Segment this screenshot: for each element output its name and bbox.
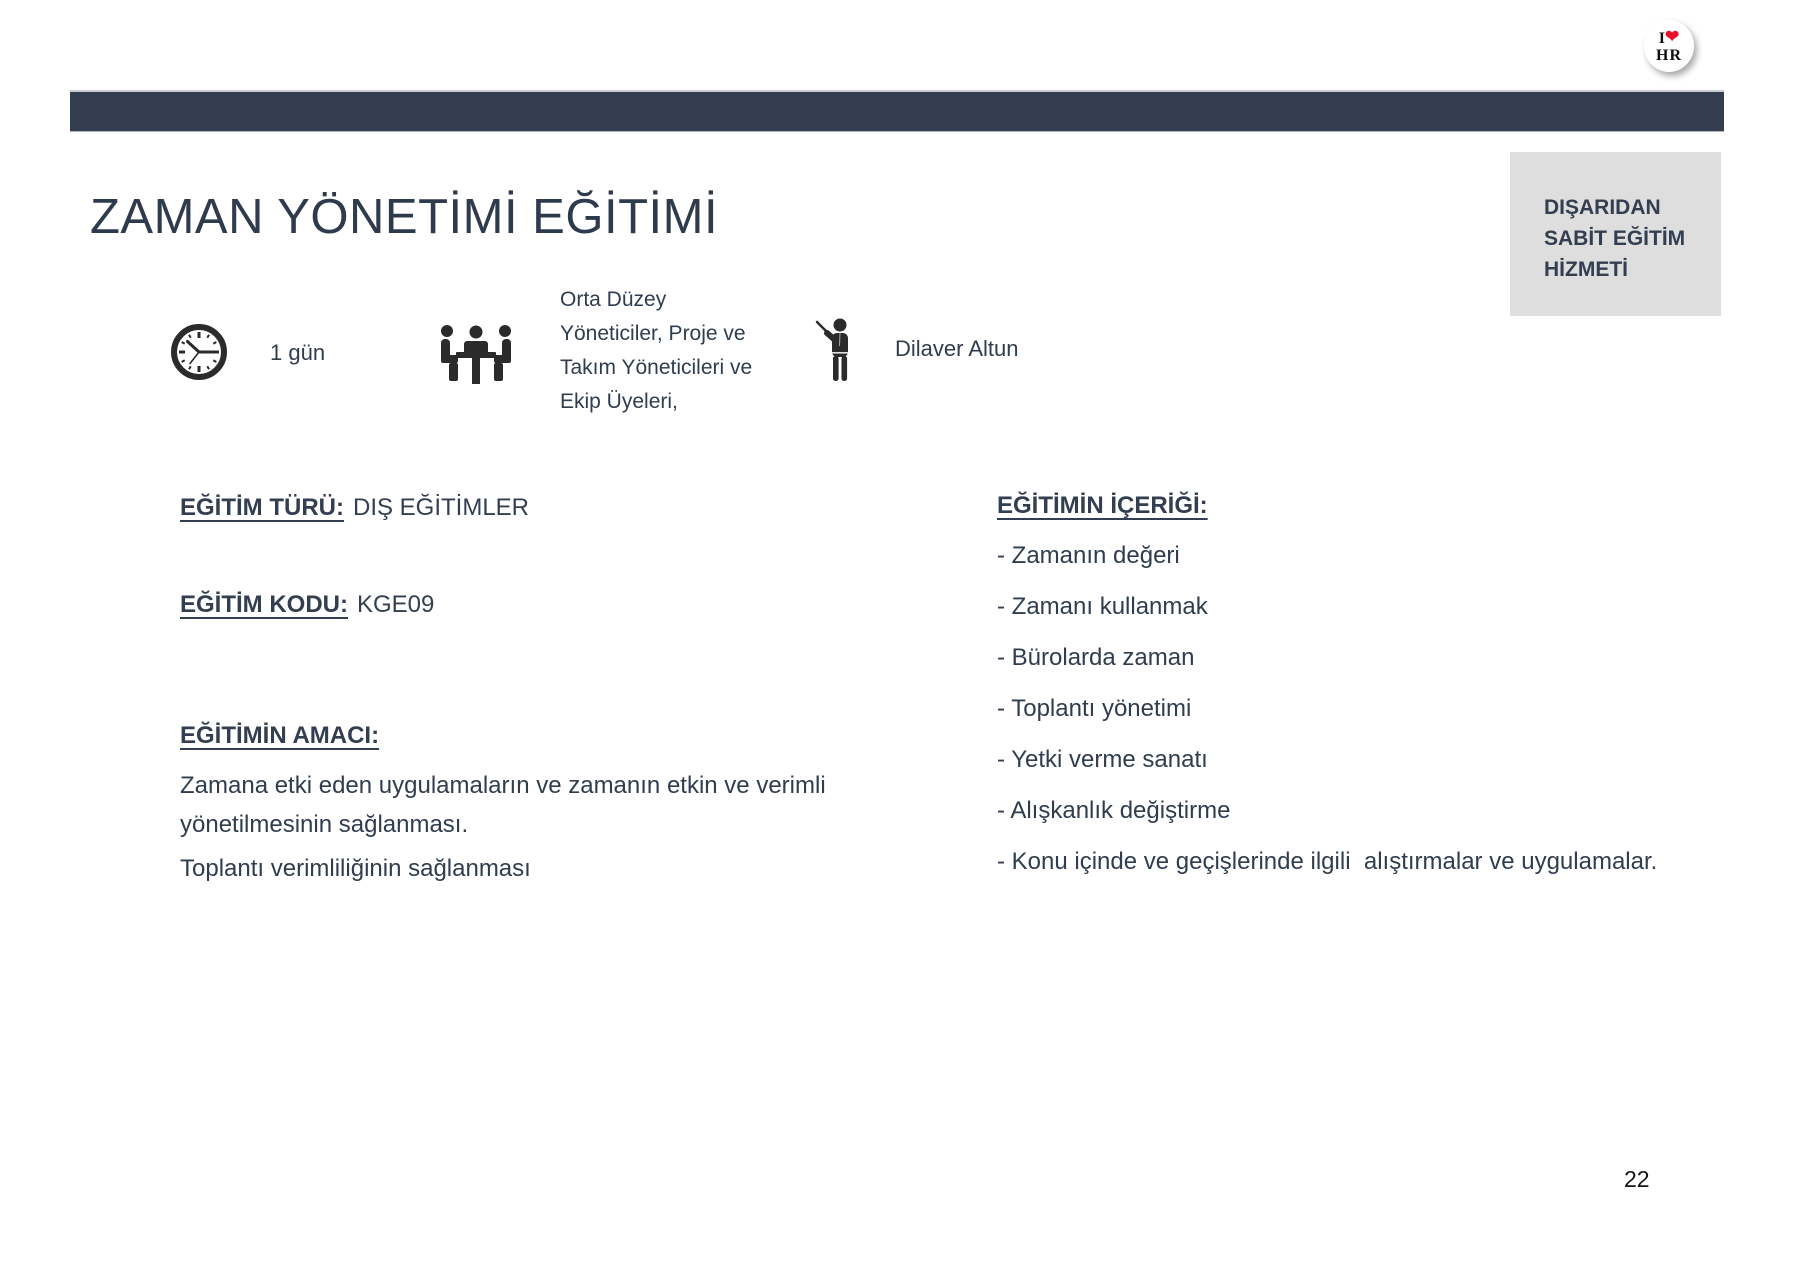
content-list-item: - Zamanı kullanmak	[997, 593, 1208, 620]
heart-icon: ❤	[1664, 26, 1680, 46]
content-heading: EĞİTİMİN İÇERİĞİ:	[997, 492, 1208, 519]
audience-text	[560, 283, 752, 419]
page-number: 22	[1624, 1166, 1650, 1192]
service-type-line: DIŞARIDAN	[1544, 196, 1661, 219]
training-code-value: KGE09	[357, 591, 435, 618]
audience-line: Yöneticiler, Proje ve	[560, 322, 746, 345]
content-list	[997, 544, 1657, 901]
i-love-hr-logo	[1644, 20, 1694, 72]
service-type-line: HİZMETİ	[1544, 258, 1628, 281]
content-list-item: - Konu içinde ve geçişlerinde ilgili alıştırmalar ve uygulamalar.	[997, 848, 1658, 875]
meeting-icon	[437, 324, 515, 393]
trainer-name: Dilaver Altun	[895, 336, 1019, 361]
purpose-paragraph: Toplantı verimliliğinin sağlanması	[180, 855, 531, 882]
clock-icon	[169, 321, 229, 388]
training-code-label: EĞİTİM KODU:	[180, 591, 348, 618]
training-type-label: EĞİTİM TÜRÜ:	[180, 494, 344, 521]
content-list-item: - Zamanın değeri	[997, 542, 1180, 569]
duration-label: 1 gün	[270, 340, 326, 365]
logo-line-1: I❤	[1658, 26, 1680, 47]
audience-line: Takım Yöneticileri ve	[560, 356, 753, 379]
service-type-box	[1510, 152, 1721, 316]
training-type-value: DIŞ EĞİTİMLER	[352, 494, 530, 521]
header-divider-bar	[70, 90, 1724, 131]
purpose-heading: EĞİTİMİN AMACI:	[180, 722, 380, 749]
content-list-item: - Bürolarda zaman	[997, 644, 1195, 671]
audience-line: Ekip Üyeleri,	[560, 390, 678, 413]
presenter-icon	[813, 316, 863, 391]
content-list-item: - Yetki verme sanatı	[997, 746, 1208, 773]
training-code-row	[180, 591, 434, 619]
audience-line: Orta Düzey	[560, 288, 667, 311]
content-list-item: - Toplantı yönetimi	[997, 695, 1192, 722]
service-type-line: SABİT EĞİTİM	[1544, 227, 1686, 250]
training-type-row	[180, 494, 529, 522]
purpose-paragraph: Zamana etki eden uygulamaların ve zamanın etkin ve verimli yönetilmesinin sağlanması.	[180, 772, 826, 838]
logo-line-2: HR	[1656, 46, 1682, 64]
page-title: ZAMAN YÖNETİMİ EĞİTİMİ	[90, 190, 719, 244]
content-list-item: - Alışkanlık değiştirme	[997, 797, 1231, 824]
